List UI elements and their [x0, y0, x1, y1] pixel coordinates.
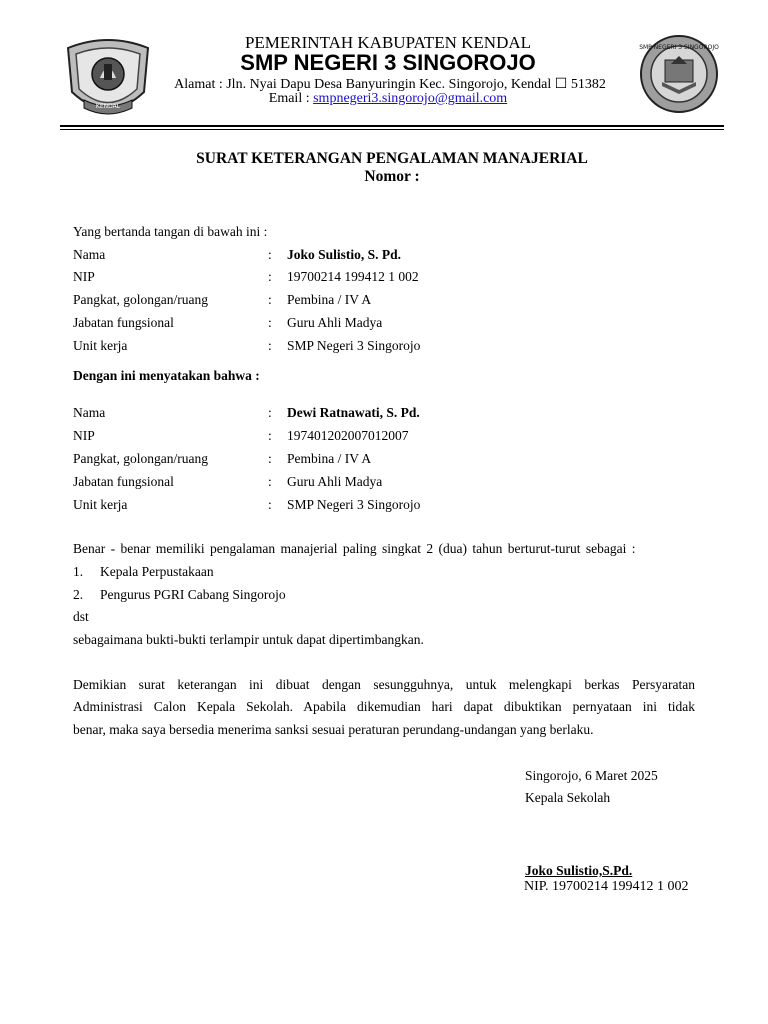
intro-text: Yang bertanda tangan di bawah ini : — [73, 224, 268, 239]
subject-colon: : — [268, 474, 272, 489]
closing-line: Demikian surat keterangan ini dibuat dengan sesungguhnya, untuk melengkapi berkas Persyaratan — [73, 677, 695, 692]
experience-item: Kepala Perpustakaan — [100, 564, 214, 579]
subject-colon: : — [268, 451, 272, 466]
email-label: Email : — [268, 91, 314, 106]
subject-label: Jabatan fungsional — [73, 474, 174, 489]
subject-colon: : — [268, 428, 272, 443]
signer-label: Jabatan fungsional — [73, 315, 174, 330]
letterhead-school-name: SMP NEGERI 3 SINGOROJO — [240, 50, 536, 75]
declaration-heading: Dengan ini menyatakan bahwa : — [73, 368, 260, 383]
subject-value: 197401202007012007 — [287, 428, 409, 443]
letterhead-rule-thin — [60, 129, 724, 130]
subject-label: NIP — [73, 428, 95, 443]
evidence-text: sebagaimana bukti-bukti terlampir untuk dapat dipertimbangkan. — [73, 632, 424, 647]
letterhead-government: PEMERINTAH KABUPATEN KENDAL — [244, 33, 532, 52]
document-number: Nomor : — [364, 168, 420, 185]
signer-label: Pangkat, golongan/ruang — [73, 292, 208, 307]
closing-line: Administrasi Calon Kepala Sekolah. Apabila dikemudian hari dapat dibuktikan pernyataan ini tidak — [73, 699, 695, 714]
experience-intro: Benar - benar memiliki pengalaman manajerial paling singkat 2 (dua) tahun berturut-turut sebagai : — [73, 541, 636, 556]
closing-line: benar, maka saya bersedia menerima sanksi sesuai peraturan perundang-undangan yang berlaku. — [73, 722, 594, 737]
subject-label: Pangkat, golongan/ruang — [73, 451, 208, 466]
svg-text:KENDAL: KENDAL — [95, 103, 121, 110]
letterhead-address: Alamat : Jln. Nyai Dapu Desa Banyuringin Kec. Singorojo, Kendal ☐ 51382 — [174, 77, 606, 92]
dst-text: dst — [73, 609, 89, 624]
letterhead-email-line — [140, 91, 636, 107]
signer-label: NIP — [73, 269, 95, 284]
subject-value: SMP Negeri 3 Singorojo — [287, 497, 421, 512]
signer-colon: : — [268, 269, 272, 284]
experience-number: 1. — [73, 564, 84, 579]
subject-label: Unit kerja — [73, 497, 128, 512]
signer-colon: : — [268, 315, 272, 330]
subject-colon: : — [268, 497, 272, 512]
subject-value: Pembina / IV A — [287, 451, 372, 466]
signature-nip: NIP. 19700214 199412 1 002 — [524, 879, 689, 894]
signature-name: Joko Sulistio,S.Pd. — [525, 863, 633, 878]
signer-label: Nama — [73, 247, 106, 262]
document-title: SURAT KETERANGAN PENGALAMAN MANAJERIAL — [196, 150, 588, 167]
signer-colon: : — [268, 247, 272, 262]
signer-label: Unit kerja — [73, 338, 128, 353]
signature-position: Kepala Sekolah — [525, 790, 611, 805]
signer-value: SMP Negeri 3 Singorojo — [287, 338, 421, 353]
subject-colon: : — [268, 405, 272, 420]
email-link[interactable]: smpnegeri3.singorojo@gmail.com — [313, 91, 508, 106]
signature-place-date: Singorojo, 6 Maret 2025 — [525, 768, 658, 783]
school-logo — [634, 34, 724, 114]
signer-colon: : — [268, 292, 272, 307]
subject-label: Nama — [73, 405, 106, 420]
experience-number: 2. — [73, 587, 84, 602]
subject-value: Dewi Ratnawati, S. Pd. — [287, 405, 420, 420]
signer-colon: : — [268, 338, 272, 353]
signer-value: Joko Sulistio, S. Pd. — [287, 247, 402, 262]
svg-text:SMP NEGERI 3 SINGOROJO: SMP NEGERI 3 SINGOROJO — [639, 44, 719, 51]
experience-item: Pengurus PGRI Cabang Singorojo — [100, 587, 286, 602]
signer-value: Guru Ahli Madya — [287, 315, 383, 330]
subject-value: Guru Ahli Madya — [287, 474, 383, 489]
letterhead-rule-thick — [60, 125, 724, 127]
signer-value: Pembina / IV A — [287, 292, 372, 307]
signer-value: 19700214 199412 1 002 — [287, 269, 419, 284]
